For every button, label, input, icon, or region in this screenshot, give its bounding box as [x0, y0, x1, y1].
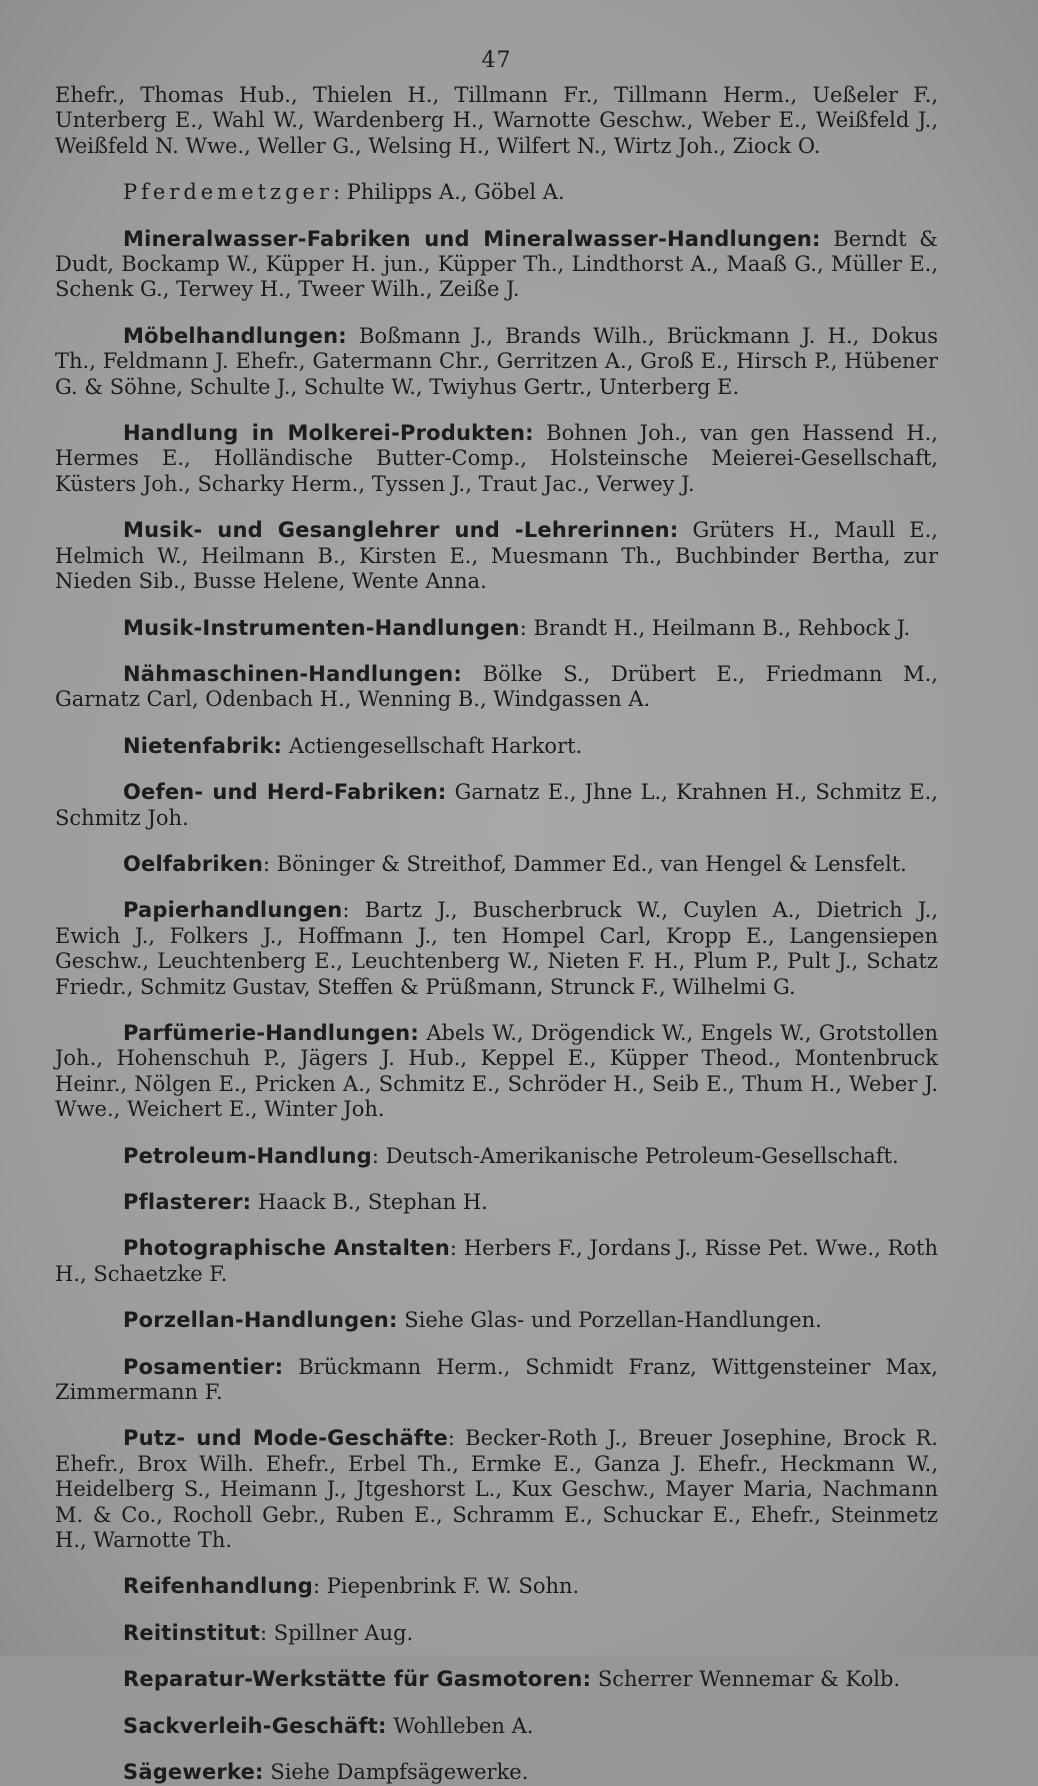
entry-papierhandlungen	[55, 898, 938, 1000]
entry-sep: :	[447, 1426, 455, 1451]
entry-names: Scherrer Wennemar & Kolb.	[597, 1667, 901, 1692]
entry-musikinstrumente	[55, 616, 938, 641]
entry-heading: Pferdemetzger	[123, 180, 333, 205]
entry-names: Böninger & Streithof, Dammer Ed., van Hengel & Lensfelt.	[276, 851, 907, 876]
entry-porzellan	[55, 1308, 938, 1333]
entry-posamentier	[55, 1355, 938, 1406]
entry-heading: Musik- und Gesanglehrer und -Lehrerinnen	[123, 518, 670, 543]
entry-heading: Reparatur-Werkstätte für Gasmotoren	[123, 1667, 583, 1692]
entry-names: Ehefr., Thomas Hub., Thielen H., Tillmann Fr., Tillmann Herm., Ueßeler F., Unterberg E., Wahl W., Wardenberg H., Warnotte Geschw., Weber E., Weißfeld J., Weißfeld N. Wwe., Weller G., Welsing H., Wilfert N., Wirtz Joh., Ziock O.	[55, 83, 938, 158]
entry-heading: Sägewerke	[123, 1760, 256, 1785]
entry-heading: Reitinstitut	[123, 1620, 260, 1645]
entry-sep: :	[453, 661, 462, 686]
entry-names: Bohnen Joh., van gen Hassend H., Hermes E., Holländische Butter-Comp., Holsteinsche Meierei-Gesellschaft, Küsters Joh., Scharky Herm., Tyssen J., Traut Jac., Verwey J.	[55, 421, 938, 496]
entry-photographische	[55, 1236, 938, 1287]
entry-names: Boßmann J., Brands Wilh., Brückmann J. H., Dokus Th., Feldmann J. Ehefr., Gatermann Chr., Gerritzen A., Groß E., Hirsch P., Hübener G. & Söhne, Schulte J., Schulte W., Twiyhus Gertr., Unterberg E.	[55, 323, 938, 399]
entry-heading: Musik-Instrumenten-Handlungen	[123, 615, 520, 640]
entry-heading: Nähmaschinen-Handlungen	[123, 661, 454, 686]
entry-names: Spillner Aug.	[273, 1620, 414, 1645]
entry-nietenfabrik	[55, 734, 938, 759]
entry-reitinstitut	[55, 1621, 938, 1646]
entry-mineralwasser	[55, 227, 938, 303]
entry-heading: Posamentier	[123, 1354, 275, 1379]
entry-sep: :	[525, 421, 534, 446]
entry-heading: Oelfabriken	[123, 851, 263, 876]
entry-names: Wohlleben A.	[393, 1713, 534, 1738]
entry-names: Brückmann Herm., Schmidt Franz, Wittgensteiner Max, Zimmermann F.	[55, 1354, 938, 1405]
entry-heading: Handlung in Molkerei-Produkten	[123, 421, 526, 446]
entry-sep: :	[378, 1713, 387, 1738]
entry-heading: Photographische Anstalten	[123, 1236, 450, 1261]
entry-names: Berndt & Dudt, Bockamp W., Küpper H. jun., Küpper Th., Lindthorst A., Maaß G., Müller E., Schenk G., Terwey H., Tweer Wilh., Zeiße J.	[55, 226, 938, 302]
entry-sep: :	[312, 1574, 321, 1599]
entry-musiklehrer	[55, 518, 938, 594]
entry-sep: :	[519, 615, 527, 640]
entry-reifenhandlung	[55, 1574, 938, 1599]
entry-names: Becker-Roth J., Breuer Josephine, Brock R. Ehefr., Brox Wilh. Ehefr., Erbel Th., Ermke E., Ganza J. Ehefr., Heckmann W., Heidelberg S., Heimann J., Jtgeshorst L., Kux Geschw., Mayer Maria, Nachmann M. & Co., Rocholl Gebr., Ruben E., Schramm E., Schuckar E., Ehefr., Steinmetz H., Warnotte Th.	[55, 1426, 938, 1553]
entry-sep: :	[812, 226, 821, 251]
entry-heading: Möbelhandlungen	[123, 323, 339, 348]
entry-heading: Reifenhandlung	[123, 1574, 313, 1599]
entry-sep: :	[242, 1190, 252, 1214]
entry-heading: Pflasterer	[123, 1190, 243, 1214]
entry-names: Abels W., Drögendick W., Engels W., Grotstollen Joh., Hohenschuh P., Jägers J. Hub., Keppel E., Küpper Theod., Montenbruck Heinr., Nölgen E., Pricken A., Schmitz E., Schröder H., Seib E., Thum H., Weber J. Wwe., Weichert E., Winter Joh.	[55, 1020, 938, 1122]
entry-sep: :	[262, 851, 271, 876]
entry-names: Herbers F., Jordans J., Risse Pet. Wwe., Roth H., Schaetzke F.	[55, 1236, 939, 1286]
entry-heading: Parfümerie-Handlungen	[123, 1020, 411, 1045]
entry-heading: Papierhandlungen	[123, 898, 343, 923]
entry-names: Garnatz E., Jhne L., Krahnen H., Schmitz E., Schmitz Joh.	[55, 780, 938, 830]
entry-names: Actiengesellschaft Harkort.	[288, 733, 583, 758]
entry-sep: :	[410, 1020, 419, 1045]
entry-sep: :	[669, 518, 679, 543]
entry-sep: :	[255, 1760, 264, 1785]
entry-heading: Petroleum-Handlung	[123, 1143, 372, 1168]
entry-sep: :	[582, 1667, 592, 1692]
entry-oefen	[55, 780, 938, 831]
entry-heading: Nietenfabrik	[123, 733, 274, 758]
entry-sep: :	[273, 733, 283, 758]
entry-continuation	[55, 83, 938, 159]
entry-names: Grüters H., Maull E., Helmich W., Heilmann B., Kirsten E., Muesmann Th., Buchbinder Bertha, zur Nieden Sib., Busse Helene, Wente Anna.	[55, 518, 938, 594]
entry-oelfabriken	[55, 852, 938, 877]
entry-sep: :	[274, 1354, 284, 1379]
entry-sep: :	[388, 1308, 398, 1333]
entry-names: Piepenbrink F. W. Sohn.	[326, 1574, 580, 1599]
entry-moebelhandlungen	[55, 324, 938, 400]
entry-heading: Porzellan-Handlungen	[123, 1308, 389, 1333]
entry-heading: Putz- und Mode-Geschäfte	[123, 1426, 448, 1451]
entry-pferdemetzger	[55, 180, 938, 205]
entry-sep: :	[259, 1620, 268, 1645]
entry-petroleum	[55, 1144, 938, 1169]
entry-heading: Mineralwasser-Fabriken und Mineralwasser-Handlungen	[123, 226, 813, 251]
entry-sep: :	[449, 1236, 457, 1261]
entry-names: Brandt H., Heilmann B., Rehbock J.	[533, 615, 911, 640]
entry-sep: :	[333, 180, 341, 205]
entry-heading: Sackverleih-Geschäft	[123, 1713, 379, 1738]
entry-saegewerke	[55, 1760, 938, 1785]
entry-names: Deutsch-Amerikanische Petroleum-Gesellschaft.	[385, 1143, 899, 1168]
directory-body	[55, 83, 938, 1786]
entry-sackverleih	[55, 1714, 938, 1739]
page-number: 47	[481, 48, 512, 73]
entry-naehmaschinen	[55, 662, 938, 713]
entry-names: Siehe Dampfsägewerke.	[270, 1760, 529, 1785]
entry-names: Bölke S., Drübert E., Friedmann M., Garnatz Carl, Odenbach H., Wenning B., Windgassen A.	[55, 661, 938, 712]
entry-sep: :	[342, 898, 350, 923]
entry-sep: :	[437, 780, 447, 805]
entry-sep: :	[338, 323, 347, 348]
entry-heading: Oefen- und Herd-Fabriken	[123, 780, 438, 805]
entry-names: Bartz J., Buscherbruck W., Cuylen A., Dietrich J., Ewich J., Folkers J., Hoffmann J., ten Hompel Carl, Kropp E., Langensiepen Geschw., Leuchtenberg E., Leuchtenberg W., Nieten F. H., Plum P., Pult J., Schatz Friedr., Schmitz Gustav, Steffen & Prüßmann, Strunck F., Wilhelmi G.	[55, 898, 938, 999]
entry-names: Siehe Glas- und Porzellan-Handlungen.	[404, 1308, 822, 1333]
entry-molkerei	[55, 421, 938, 497]
entry-pflasterer	[55, 1190, 938, 1215]
entry-names: Haack B., Stephan H.	[257, 1190, 488, 1214]
entry-parfuemerie	[55, 1021, 938, 1123]
entry-names: Philipps A., Göbel A.	[346, 180, 565, 205]
entry-putz-mode	[55, 1426, 938, 1553]
entry-reparatur	[55, 1667, 938, 1692]
entry-sep: :	[371, 1143, 379, 1168]
